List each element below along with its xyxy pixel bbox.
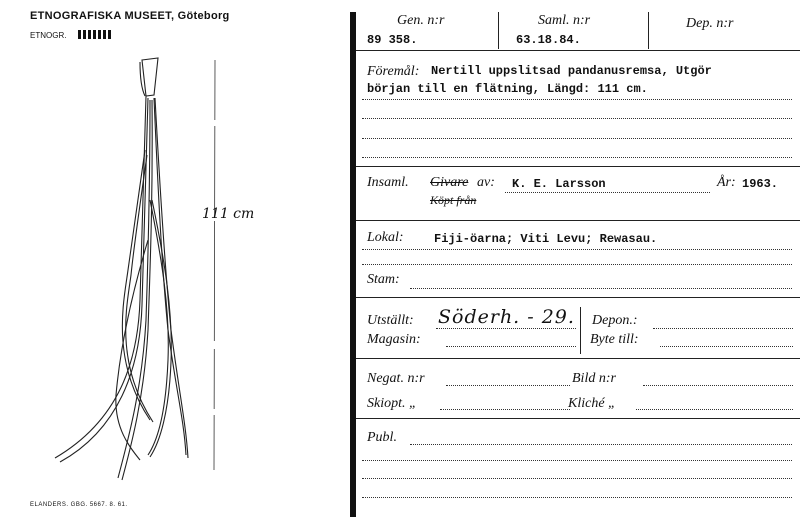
rule-5 (356, 358, 800, 359)
givare-struck: Givare (430, 175, 469, 190)
utstallt-sep (580, 307, 581, 354)
lokal-dotline-1 (362, 249, 792, 250)
depon-dotline (653, 328, 793, 329)
byte-label: Byte till: (590, 332, 639, 347)
publ-dotline-4 (362, 497, 792, 498)
byte-dotline (660, 346, 793, 347)
insaml-dotline (505, 192, 710, 193)
card-divider (350, 12, 356, 517)
strand-1 (55, 96, 146, 458)
measure-line (214, 60, 215, 470)
lokal-dotline-2 (362, 264, 792, 265)
cliche-dotline (636, 409, 793, 410)
gen-nr-value: 89 358. (367, 33, 418, 47)
rule-2 (356, 166, 800, 167)
foremal-dotline-3 (362, 138, 792, 139)
stam-dotline (410, 288, 792, 289)
saml-nr-label: Saml. n:r (538, 13, 591, 28)
stam-label: Stam: (367, 272, 400, 287)
printer-imprint: ELANDERS. GBG. 5667. 8. 61. (30, 502, 128, 508)
publ-dotline-2 (362, 460, 792, 461)
etnogr-label: ETNOGR. (30, 31, 67, 40)
gen-nr-label: Gen. n:r (397, 13, 445, 28)
rule-6 (356, 418, 800, 419)
magasin-label: Magasin: (367, 332, 421, 347)
utstallt-value: Söderh. - 29. (438, 306, 575, 328)
strand-6 (155, 98, 188, 458)
insaml-label: Insaml. (367, 175, 409, 190)
dep-nr-label: Dep. n:r (686, 16, 734, 31)
utstallt-label: Utställt: (367, 313, 414, 328)
col-sep-1 (498, 12, 499, 49)
publ-dotline-3 (362, 478, 792, 479)
foremal-line-2: början till en flätning, Längd: 111 cm. (367, 82, 648, 96)
magasin-dotline (446, 346, 576, 347)
skiopt-dotline (440, 409, 570, 410)
av-label: av: (477, 175, 495, 190)
foremal-dotline-1 (362, 99, 792, 100)
rule-top (356, 50, 800, 51)
foremal-dotline-2 (362, 118, 792, 119)
collector-value: K. E. Larsson (512, 177, 606, 191)
length-annotation: 111 cm (202, 206, 255, 222)
negat-label: Negat. n:r (367, 371, 425, 386)
col-sep-2 (648, 12, 649, 49)
stem-outline (142, 58, 158, 96)
strand-4 (122, 100, 152, 480)
year-value: 1963. (742, 177, 779, 191)
publ-label: Publ. (367, 430, 397, 445)
rule-3 (356, 220, 800, 221)
ar-label: År: (717, 175, 736, 190)
publ-dotline-1 (410, 444, 792, 445)
object-drawing (0, 0, 350, 521)
foremal-line-1: Nertill uppslitsad pandanusremsa, Utgör (431, 64, 712, 78)
cliche-label: Kliché „ (568, 396, 616, 411)
foremal-label: Föremål: (367, 64, 420, 79)
foremal-dotline-4 (362, 157, 792, 158)
rule-4 (356, 297, 800, 298)
saml-nr-value: 63.18.84. (516, 33, 581, 47)
utstallt-dotline (436, 328, 576, 329)
lokal-value: Fiji-öarna; Viti Levu; Rewasau. (434, 232, 658, 246)
lokal-label: Lokal: (367, 230, 404, 245)
kopt-struck: Köpt från (430, 193, 477, 207)
depon-label: Depon.: (592, 313, 638, 328)
museum-name: ETNOGRAFISKA MUSEET, Göteborg (30, 10, 230, 22)
skiopt-label: Skiopt. „ (367, 396, 417, 411)
negat-dotline (446, 385, 570, 386)
bild-dotline (643, 385, 793, 386)
bild-label: Bild n:r (572, 371, 616, 386)
